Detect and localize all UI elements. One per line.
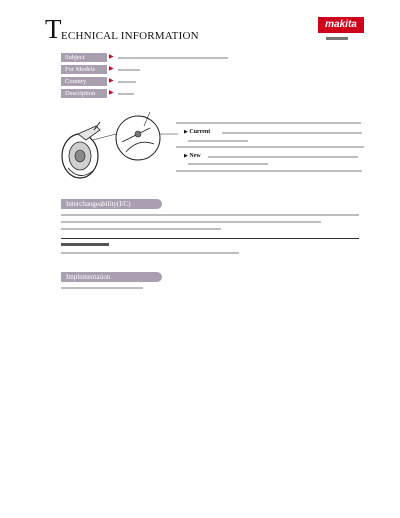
subject-tag: Subject [61, 53, 107, 62]
for-models-arrow-icon: ▶ [109, 65, 114, 72]
ic-text-line-1 [61, 214, 359, 216]
current-text-line-2 [188, 140, 248, 142]
impl-text-line-1 [61, 287, 143, 289]
current-label-text: Current [189, 129, 211, 135]
figure-text-line-2 [176, 146, 364, 148]
new-label [184, 153, 201, 159]
current-label [184, 129, 210, 135]
ic-text-line-2 [61, 221, 321, 223]
for-models-value-faint [118, 69, 140, 71]
country-arrow-icon: ▶ [109, 77, 114, 84]
description-tag: Description [61, 89, 107, 98]
title-initial: T [45, 14, 62, 44]
figure-text-line-3 [176, 170, 362, 172]
description-value-faint [118, 93, 134, 95]
detail-magnified-circle [110, 108, 180, 178]
makita-logo: makita [318, 17, 364, 33]
for-models-tag: For Models [61, 65, 107, 74]
ic-subheading-faint [61, 243, 109, 246]
implementation-section-bar: Implementation [61, 272, 162, 282]
ic-text-line-4 [61, 252, 239, 254]
country-tag: Country [61, 77, 107, 86]
logo-subtext-graphic [326, 36, 348, 40]
subject-value-faint [118, 57, 228, 59]
page-title: ECHNICAL INFORMATION [61, 30, 199, 42]
current-text-line [222, 132, 362, 134]
current-arrow-icon: ▶ [184, 129, 188, 135]
interchangeability-section-bar: Interchangeability(I/C) [61, 199, 162, 209]
country-value-faint [118, 81, 136, 83]
figure-text-line [176, 122, 361, 124]
subject-arrow-icon: ▶ [109, 53, 114, 60]
new-text-line [208, 156, 358, 158]
ic-text-line-3 [61, 228, 221, 230]
new-text-line-2 [188, 163, 268, 165]
new-arrow-icon: ▶ [184, 153, 188, 159]
description-arrow-icon: ▶ [109, 89, 114, 96]
divider-line [61, 238, 359, 239]
new-label-text: New [189, 153, 201, 159]
